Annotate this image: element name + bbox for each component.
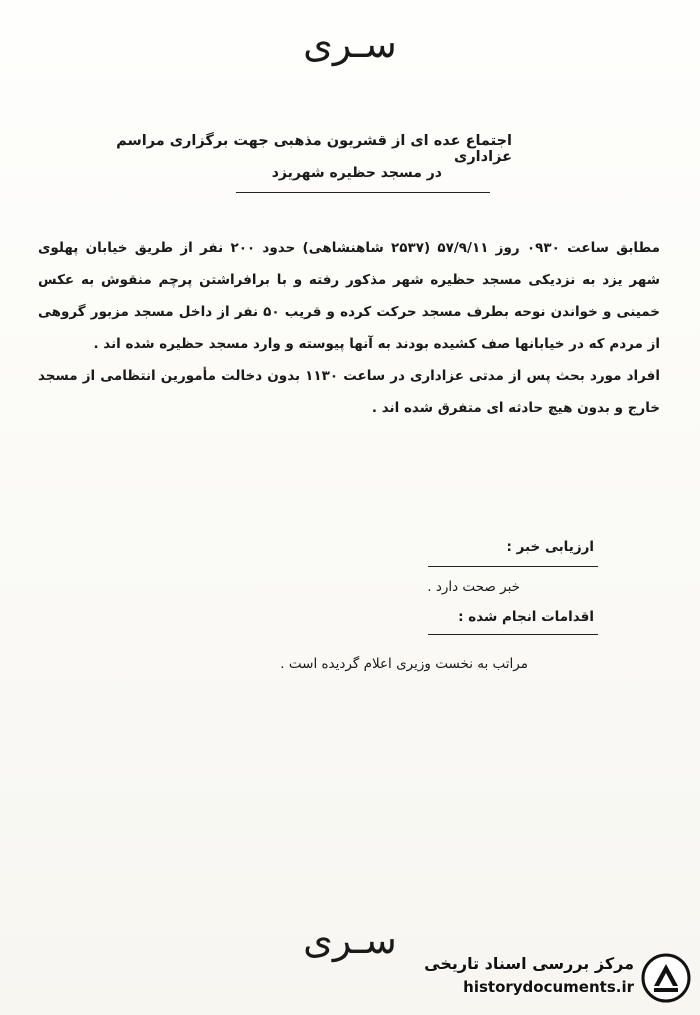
- archive-watermark: [392, 950, 692, 1006]
- classification-top: سـری: [303, 22, 397, 66]
- document-title: اجتماع عده ای از قشریون مذهبی جهت برگزاری مراسم عزاداری: [116, 133, 512, 165]
- evaluation-label: ارزیابی خبر :: [506, 539, 594, 555]
- document-body: [38, 232, 660, 424]
- actions-text: مراتب به نخست وزیری اعلام گردیده است .: [280, 656, 528, 672]
- archive-name: مرکز بررسی اسناد تاریخی: [424, 954, 634, 973]
- actions-label: اقدامات انجام شده :: [458, 609, 594, 625]
- document-subtitle: در مسجد حظیره شهریزد: [271, 165, 442, 181]
- evaluation-underline: [428, 566, 598, 567]
- title-underline: [236, 192, 490, 193]
- actions-underline: [428, 634, 598, 635]
- archive-url: historydocuments.ir: [463, 978, 634, 996]
- archive-logo-icon: [640, 952, 692, 1004]
- evaluation-text: خبر صحت دارد .: [427, 579, 520, 595]
- body-paragraph-1: مطابق ساعت ۰۹۳۰ روز ۵۷/۹/۱۱ (۲۵۳۷ شاهنشاهی) حدود ۲۰۰ نفر از طریق خیابان پهلوی شهر یزد به نزدیکی مسجد حظیره شهر مذکور رفته و با برافراشتن پرچم منقوش به عکس خمینی و خواندن نوحه بطرف مسجد حرکت کرده و قریب ۵۰ نفر از داخل مسجد مزبور گروهی از مردم که در خیابانها صف کشیده بودند به آنها پیوسته و وارد مسجد حظیره شده اند .: [38, 240, 660, 352]
- classification-bottom: سـری: [303, 918, 397, 962]
- body-paragraph-2: افراد مورد بحث پس از مدتی عزاداری در ساعت ۱۱۳۰ بدون دخالت مأمورین انتظامی از مسجد خارج و بدون هیچ حادثه ای متفرق شده اند .: [38, 368, 660, 416]
